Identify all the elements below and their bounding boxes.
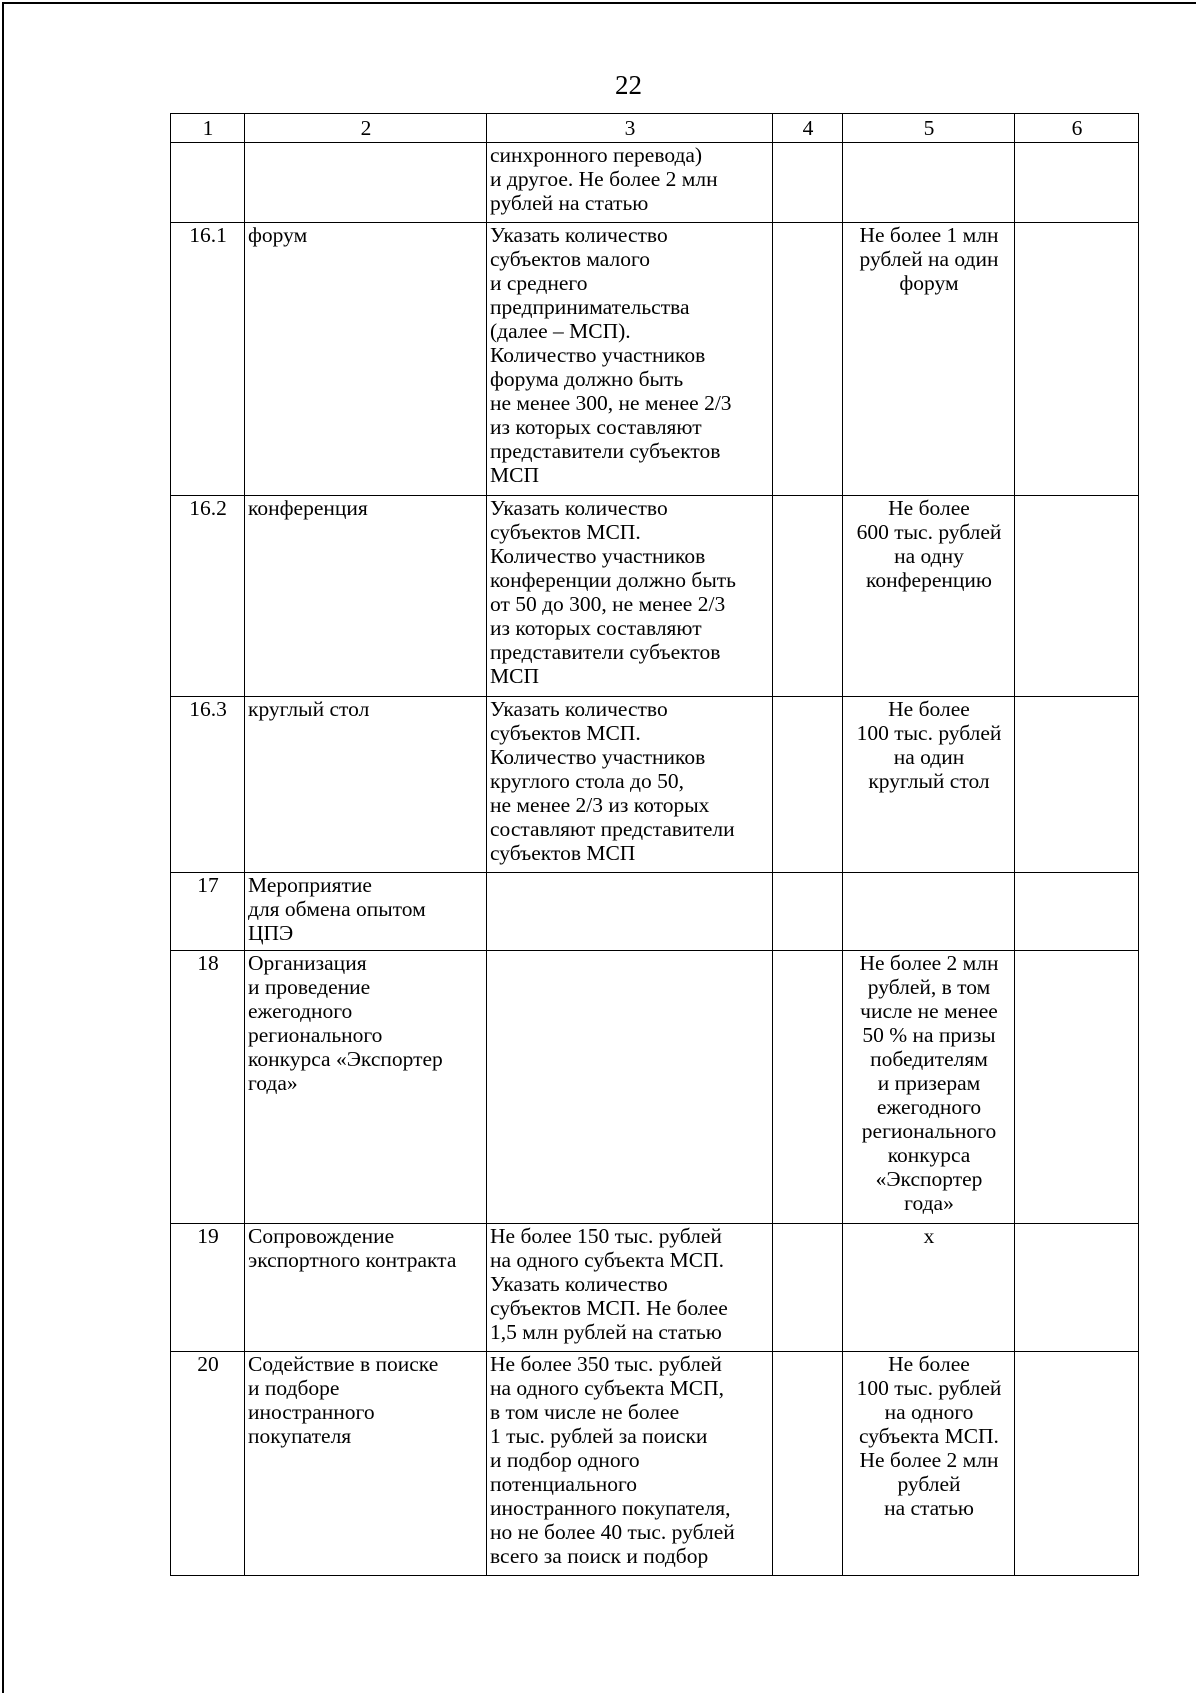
row-col4 — [773, 873, 843, 951]
table-row — [171, 223, 1139, 496]
row-conditions: синхронного перевода) и другое. Не более 2 млн рублей на статью — [487, 143, 773, 223]
row-col4 — [773, 1224, 843, 1352]
row-name: Организация и проведение ежегодного регионального конкурса «Экспортер года» — [245, 951, 487, 1224]
row-col4 — [773, 223, 843, 496]
row-number: 16.2 — [171, 496, 245, 697]
row-limit — [843, 143, 1015, 223]
row-conditions: Не более 350 тыс. рублей на одного субъекта МСП, в том числе не более 1 тыс. рублей за поиски и подбор одного потенциального иностранного покупателя, но не более 40 тыс. рублей всего за поиск и подбор — [487, 1352, 773, 1576]
row-col6 — [1015, 1224, 1139, 1352]
header-cell-6: 6 — [1015, 114, 1139, 143]
regulation-table — [170, 113, 1139, 1576]
row-col6 — [1015, 223, 1139, 496]
row-name: Содействие в поиске и подборе иностранного покупателя — [245, 1352, 487, 1576]
row-name: конференция — [245, 496, 487, 697]
row-number: 16.3 — [171, 697, 245, 873]
row-number — [171, 143, 245, 223]
row-conditions: Указать количество субъектов МСП. Количество участников конференции должно быть от 50 до 300, не менее 2/3 из которых составляют представители субъектов МСП — [487, 496, 773, 697]
row-col6 — [1015, 1352, 1139, 1576]
row-number: 18 — [171, 951, 245, 1224]
row-conditions: Указать количество субъектов малого и среднего предпринимательства (далее – МСП). Количество участников форума должно быть не менее 300, не менее 2/3 из которых составляют представители субъектов МСП — [487, 223, 773, 496]
row-number: 16.1 — [171, 223, 245, 496]
row-number: 17 — [171, 873, 245, 951]
row-col6 — [1015, 143, 1139, 223]
row-col6 — [1015, 873, 1139, 951]
row-name: форум — [245, 223, 487, 496]
table-row — [171, 1224, 1139, 1352]
table-header-row — [171, 114, 1139, 143]
row-limit: Не более 100 тыс. рублей на один круглый стол — [843, 697, 1015, 873]
row-name: круглый стол — [245, 697, 487, 873]
row-conditions — [487, 873, 773, 951]
row-limit — [843, 873, 1015, 951]
row-col4 — [773, 143, 843, 223]
row-limit: х — [843, 1224, 1015, 1352]
row-col4 — [773, 697, 843, 873]
header-cell-2: 2 — [245, 114, 487, 143]
header-cell-3: 3 — [487, 114, 773, 143]
header-cell-1: 1 — [171, 114, 245, 143]
table-row — [171, 496, 1139, 697]
row-name: Сопровождение экспортного контракта — [245, 1224, 487, 1352]
table-row — [171, 143, 1139, 223]
row-name — [245, 143, 487, 223]
row-col4 — [773, 496, 843, 697]
row-col6 — [1015, 496, 1139, 697]
row-col6 — [1015, 697, 1139, 873]
row-name: Мероприятие для обмена опытом ЦПЭ — [245, 873, 487, 951]
page-number: 22 — [615, 70, 642, 100]
row-col4 — [773, 951, 843, 1224]
table-row — [171, 1352, 1139, 1576]
row-col6 — [1015, 951, 1139, 1224]
table-row — [171, 873, 1139, 951]
row-col4 — [773, 1352, 843, 1576]
row-limit: Не более 100 тыс. рублей на одного субъекта МСП. Не более 2 млн рублей на статью — [843, 1352, 1015, 1576]
table-row — [171, 697, 1139, 873]
row-limit: Не более 600 тыс. рублей на одну конференцию — [843, 496, 1015, 697]
table-row — [171, 951, 1139, 1224]
row-conditions: Указать количество субъектов МСП. Количество участников круглого стола до 50, не менее 2/3 из которых составляют представители субъектов МСП — [487, 697, 773, 873]
row-number: 19 — [171, 1224, 245, 1352]
row-limit: Не более 2 млн рублей, в том числе не менее 50 % на призы победителям и призерам ежегодного регионального конкурса «Экспортер года» — [843, 951, 1015, 1224]
row-conditions — [487, 951, 773, 1224]
row-number: 20 — [171, 1352, 245, 1576]
header-cell-5: 5 — [843, 114, 1015, 143]
row-conditions: Не более 150 тыс. рублей на одного субъекта МСП. Указать количество субъектов МСП. Не более 1,5 млн рублей на статью — [487, 1224, 773, 1352]
header-cell-4: 4 — [773, 114, 843, 143]
row-limit: Не более 1 млн рублей на один форум — [843, 223, 1015, 496]
